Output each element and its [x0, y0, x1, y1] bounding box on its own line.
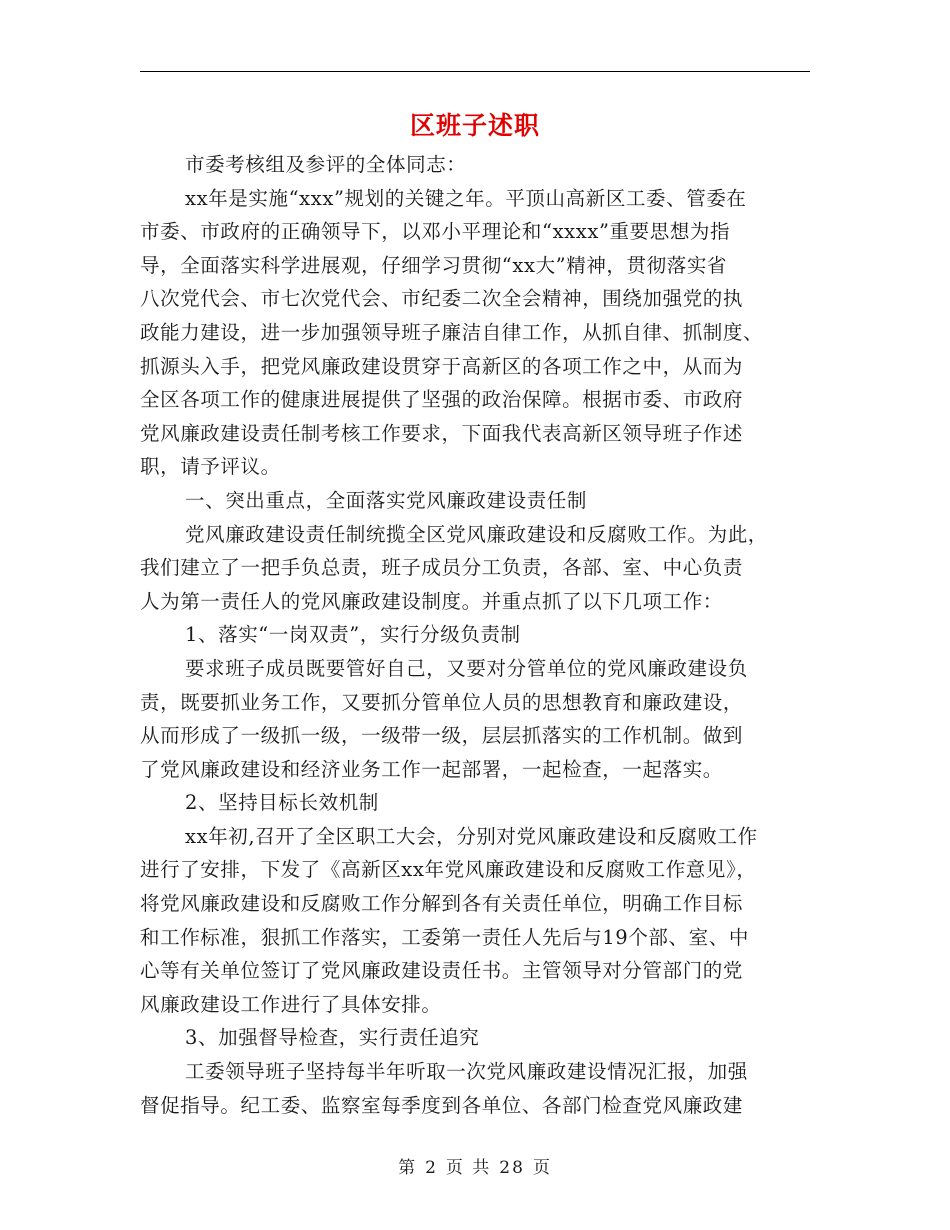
body-line: 抓源头入手，把党风廉政建设贯穿于高新区的各项工作之中，从而为 — [140, 354, 744, 378]
body-line: xx年初,召开了全区职工大会，分别对党风廉政建设和反腐败工作 — [185, 824, 758, 848]
body-line: 进行了安排，下发了《高新区xx年党风廉政建设和反腐败工作意见》， — [140, 858, 757, 882]
header-rule — [140, 71, 810, 72]
footer-prefix: 第 — [398, 1158, 418, 1178]
footer-suffix: 页 — [532, 1158, 552, 1178]
body-line: 心等有关单位签订了党风廉政建设责任书。主管领导对分管部门的党 — [140, 959, 744, 983]
body-line: 八次党代会、市七次党代会、市纪委二次全会精神，围绕加强党的执 — [140, 287, 744, 311]
body-line: 将党风廉政建设和反腐败工作分解到各有关责任单位，明确工作目标 — [140, 892, 744, 916]
document-title: 区班子述职 — [409, 111, 540, 140]
body-line: 全区各项工作的健康进展提供了坚强的政治保障。根据市委、市政府 — [140, 388, 744, 412]
body-line: 一、突出重点，全面落实党风廉政建设责任制 — [185, 488, 588, 512]
footer-current-page: 2 — [425, 1158, 438, 1178]
body-line: 督促指导。纪工委、监察室每季度到各单位、各部门检查党风廉政建 — [140, 1093, 744, 1117]
body-line: 市委考核组及参评的全体同志： — [185, 153, 467, 176]
footer-total-pages: 28 — [499, 1158, 525, 1178]
body-line: 我们建立了一把手负总责，班子成员分工负责，各部、室、中心负责 — [140, 556, 744, 580]
document-body — [140, 148, 810, 1122]
body-line: 了党风廉政建设和经济业务工作一起部署，一起检查，一起落实。 — [140, 757, 723, 781]
body-line: 3、加强督导检查，实行责任追究 — [185, 1026, 480, 1050]
body-line: 责，既要抓业务工作，又要抓分管单位人员的思想教育和廉政建设， — [140, 690, 744, 714]
body-line: 和工作标准，狠抓工作落实，工委第一责任人先后与19个部、室、中 — [140, 925, 749, 949]
page-footer — [0, 1153, 950, 1178]
body-line: 从而形成了一级抓一级，一级带一级，层层抓落实的工作机制。做到 — [140, 724, 744, 748]
body-line: 工委领导班子坚持每半年听取一次党风廉政建设情况汇报，加强 — [185, 1060, 748, 1084]
body-line: xx年是实施“xxx”规划的关键之年。平顶山高新区工委、管委在 — [185, 186, 747, 210]
body-line: 政能力建设，进一步加强领导班子廉洁自律工作，从抓自律、抓制度、 — [140, 320, 764, 344]
body-line: 2、坚持目标长效机制 — [185, 791, 379, 815]
body-line: 党风廉政建设责任制统揽全区党风廉政建设和反腐败工作。为此， — [185, 522, 768, 546]
footer-middle: 页 共 — [445, 1158, 492, 1178]
body-line: 人为第一责任人的党风廉政建设制度。并重点抓了以下几项工作： — [140, 589, 723, 613]
body-line: 市委、市政府的正确领导下，以邓小平理论和“xxxx”重要思想为指 — [140, 220, 731, 244]
body-line: 导，全面落实科学进展观，仔细学习贯彻“xx大”精神，贯彻落实省 — [140, 253, 728, 277]
body-line: 党风廉政建设责任制考核工作要求，下面我代表高新区领导班子作述 — [140, 421, 744, 445]
body-line: 1、落实“一岗双责”，实行分级负责制 — [185, 623, 521, 647]
body-line: 风廉政建设工作进行了具体安排。 — [140, 992, 442, 1016]
body-line: 要求班子成员既要管好自己，又要对分管单位的党风廉政建设负 — [185, 656, 748, 680]
body-line: 职，请予评议。 — [140, 455, 281, 479]
